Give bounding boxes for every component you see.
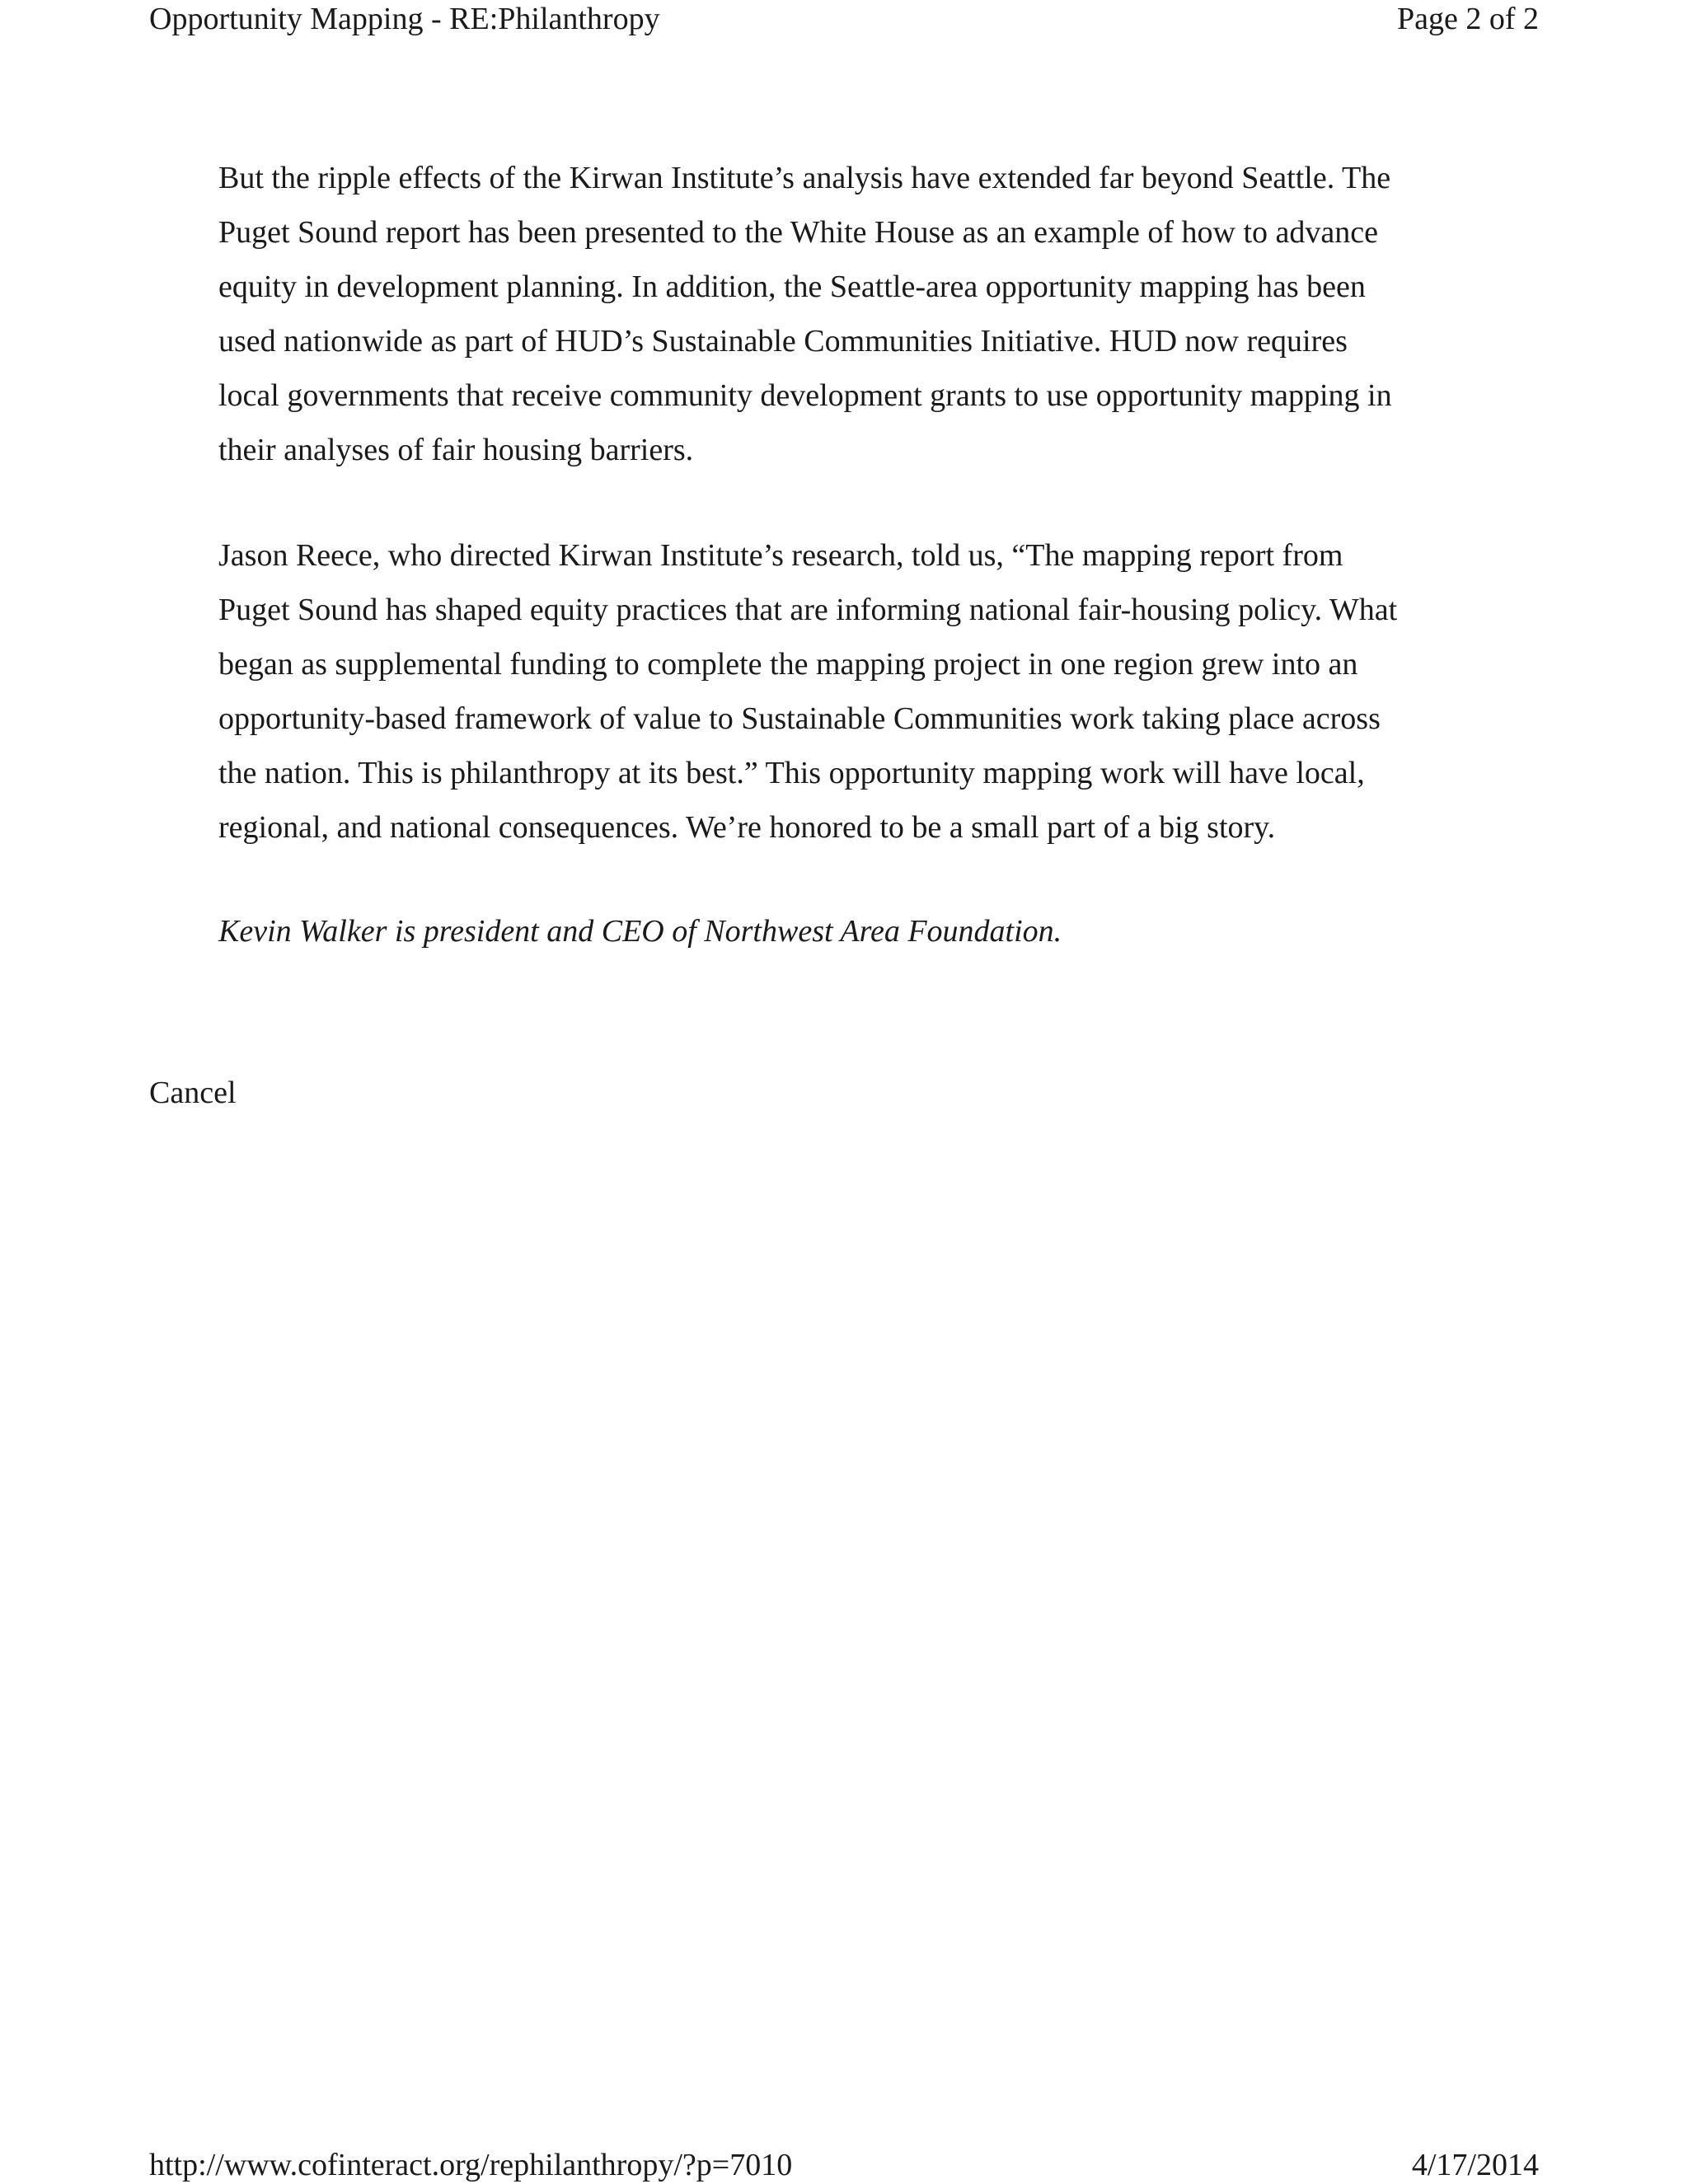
page-url: http://www.cofinteract.org/rephilanthropy/?p=7010 <box>149 2148 793 2182</box>
article-paragraph-2: Jason Reece, who directed Kirwan Institute’s research, told us, “The mapping report from Puget Sound has shaped equity practices that are informing national fair-housing policy. What began as supplemental funding to complete the mapping project in one region grew into an opportunity-based framework of value to Sustainable Communities work taking place across the nation. This is philanthropy at its best.” This opportunity mapping work will have local, regional, and national consequences. We’re honored to be a small part of a big story. <box>218 538 1398 845</box>
cancel-link[interactable]: Cancel <box>149 1076 237 1110</box>
print-date: 4/17/2014 <box>1411 2148 1539 2182</box>
author-byline: Kevin Walker is president and CEO of Northwest Area Foundation. <box>218 914 1062 949</box>
page-number: Page 2 of 2 <box>1396 2 1539 36</box>
article-paragraph-1: But the ripple effects of the Kirwan Institute’s analysis have extended far beyond Seattle. The Puget Sound report has been presented to the White House as an example of how to advance equity in development planning. In addition, the Seattle-area opportunity mapping has been used nationwide as part of HUD’s Sustainable Communities Initiative. HUD now requires local governments that receive community development grants to use opportunity mapping in their analyses of fair housing barriers. <box>218 161 1392 467</box>
page-header-title: Opportunity Mapping - RE:Philanthropy <box>149 2 660 36</box>
article-body <box>218 151 1414 958</box>
